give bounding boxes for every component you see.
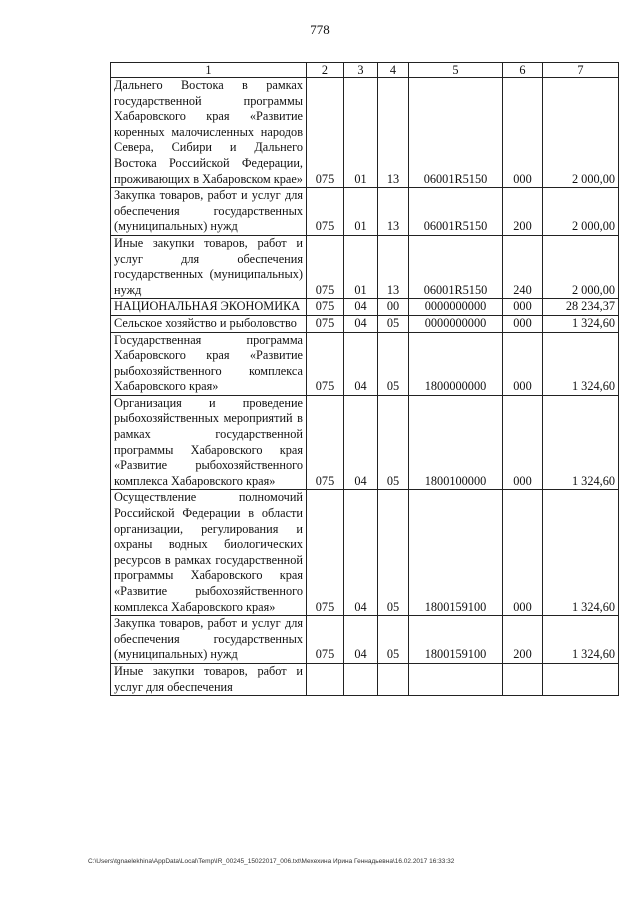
row-admin-code: 075 [307, 490, 344, 616]
row-section: 01 [344, 78, 378, 188]
row-section: 04 [344, 616, 378, 664]
table-row [111, 235, 619, 298]
file-path-footer: C:\Users\tgnaelekhina\AppData\Local\Temp\IR_00245_15022017_006.txt\Мехехина Ирина Геннадьевна\16.02.2017 16:33:32 [88, 858, 455, 865]
table-row [111, 332, 619, 395]
row-subsection: 05 [378, 332, 409, 395]
table-body [111, 63, 619, 696]
header-col-6: 6 [503, 63, 543, 78]
row-admin-code: 075 [307, 332, 344, 395]
table-row [111, 395, 619, 490]
row-subsection [378, 663, 409, 695]
row-expense-type [503, 663, 543, 695]
row-amount: 1 324,60 [543, 315, 619, 332]
row-expense-type: 000 [503, 78, 543, 188]
row-expense-type: 000 [503, 395, 543, 490]
row-subsection: 05 [378, 395, 409, 490]
row-target-article: 1800000000 [409, 332, 503, 395]
row-expense-type: 200 [503, 188, 543, 236]
row-expense-type: 000 [503, 315, 543, 332]
header-col-7: 7 [543, 63, 619, 78]
header-col-4: 4 [378, 63, 409, 78]
row-amount: 1 324,60 [543, 616, 619, 664]
row-target-article: 1800159100 [409, 616, 503, 664]
row-amount: 2 000,00 [543, 235, 619, 298]
row-admin-code: 075 [307, 235, 344, 298]
budget-table [110, 62, 619, 696]
row-subsection: 00 [378, 299, 409, 316]
row-amount: 1 324,60 [543, 332, 619, 395]
row-subsection: 13 [378, 78, 409, 188]
row-section: 01 [344, 235, 378, 298]
row-target-article: 1800100000 [409, 395, 503, 490]
row-section: 01 [344, 188, 378, 236]
row-name: Иные закупки товаров, работ и услуг для обеспечения государственных (муниципальных) нужд [111, 235, 307, 298]
row-admin-code [307, 663, 344, 695]
row-admin-code: 075 [307, 78, 344, 188]
row-amount: 28 234,37 [543, 299, 619, 316]
row-target-article: 1800159100 [409, 490, 503, 616]
row-admin-code: 075 [307, 188, 344, 236]
row-admin-code: 075 [307, 616, 344, 664]
row-section [344, 663, 378, 695]
row-target-article: 0000000000 [409, 299, 503, 316]
table-row [111, 490, 619, 616]
row-section: 04 [344, 395, 378, 490]
row-name: Осуществление полномочий Российской Федерации в области организации, регулирования и охраны водных биологических ресурсов в рамках государственной программы Хабаровского края «Развитие рыбохозяйственного комплекса Хабаровского края» [111, 490, 307, 616]
row-admin-code: 075 [307, 395, 344, 490]
table-row [111, 663, 619, 695]
row-target-article: 0000000000 [409, 315, 503, 332]
row-subsection: 05 [378, 616, 409, 664]
row-target-article [409, 663, 503, 695]
row-amount: 2 000,00 [543, 78, 619, 188]
page-number: 778 [310, 22, 330, 37]
row-subsection: 05 [378, 490, 409, 616]
row-amount: 2 000,00 [543, 188, 619, 236]
row-name: Сельское хозяйство и рыболовство [111, 315, 307, 332]
row-name: Дальнего Востока в рамках государственной программы Хабаровского края «Развитие коренных малочисленных народов Севера, Сибири и Дальнего Востока Российской Федерации, проживающих в Хабаровском крае» [111, 78, 307, 188]
row-amount [543, 663, 619, 695]
row-section: 04 [344, 315, 378, 332]
header-col-1: 1 [111, 63, 307, 78]
row-expense-type: 000 [503, 299, 543, 316]
row-name: Организация и проведение рыбохозяйственных мероприятий в рамках государственной программы Хабаровского края «Развитие рыбохозяйственного комплекса Хабаровского края» [111, 395, 307, 490]
row-name: НАЦИОНАЛЬНАЯ ЭКОНОМИКА [111, 299, 307, 316]
row-subsection: 13 [378, 235, 409, 298]
row-target-article: 06001R5150 [409, 78, 503, 188]
row-target-article: 06001R5150 [409, 188, 503, 236]
row-section: 04 [344, 490, 378, 616]
row-amount: 1 324,60 [543, 490, 619, 616]
header-col-2: 2 [307, 63, 344, 78]
table-row [111, 616, 619, 664]
row-amount: 1 324,60 [543, 395, 619, 490]
row-subsection: 13 [378, 188, 409, 236]
row-subsection: 05 [378, 315, 409, 332]
row-name: Иные закупки товаров, работ и услуг для обеспечения [111, 663, 307, 695]
row-expense-type: 000 [503, 332, 543, 395]
table-row [111, 315, 619, 332]
row-section: 04 [344, 299, 378, 316]
table-row [111, 188, 619, 236]
row-expense-type: 000 [503, 490, 543, 616]
header-col-3: 3 [344, 63, 378, 78]
row-expense-type: 200 [503, 616, 543, 664]
header-col-5: 5 [409, 63, 503, 78]
row-admin-code: 075 [307, 315, 344, 332]
table-row [111, 299, 619, 316]
row-name: Закупка товаров, работ и услуг для обеспечения государственных (муниципальных) нужд [111, 616, 307, 664]
table-row [111, 78, 619, 188]
row-admin-code: 075 [307, 299, 344, 316]
row-target-article: 06001R5150 [409, 235, 503, 298]
row-name: Закупка товаров, работ и услуг для обеспечения государственных (муниципальных) нужд [111, 188, 307, 236]
row-expense-type: 240 [503, 235, 543, 298]
row-name: Государственная программа Хабаровского края «Развитие рыбохозяйственного комплекса Хабаровского края» [111, 332, 307, 395]
row-section: 04 [344, 332, 378, 395]
table-header-row [111, 63, 619, 78]
